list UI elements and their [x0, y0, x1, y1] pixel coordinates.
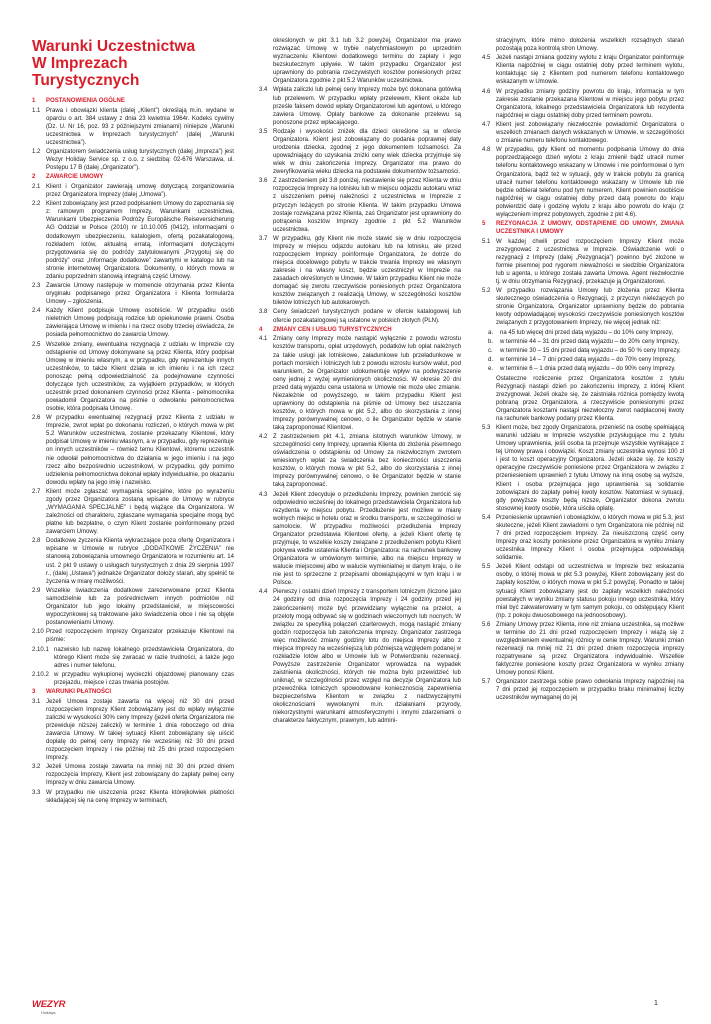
section-heading — [32, 97, 234, 105]
paragraph-number: 4.4 — [259, 589, 268, 596]
paragraph-text: w terminie 6 – 1 dnia przed datą wyjazdu – do 90% ceny Imprezy. — [500, 366, 676, 373]
paragraph — [32, 183, 234, 199]
terms-page — [32, 38, 684, 988]
column-3-content — [482, 37, 684, 703]
paragraph — [32, 341, 234, 413]
paragraph-number: 2.8 — [32, 538, 41, 545]
paragraph-number: e. — [488, 366, 494, 373]
paragraph — [259, 86, 461, 126]
paragraph-text: Jeżeli Umowa zostaje zawarta na więcej niż 30 dni przed rozpoczęciem Imprezy Klient zobowiązany jest do wpłaty wyłącznie zaliczki w wysokości 30% ceny Imprezy (jeżeli oferta Organizatora nie przewiduje niższej zaliczki) w terminie 1 dnia roboczego od dnia zawarcia Umowy. W takiej sytuacji Klient zobowiązany się uiścić dopłatę do pełnej ceny Imprezy nie wcześniej niż 30 dni przed rozpoczęciem Imprezy i nie później niż 25 dni przed rozpoczęciem Imprezy. — [46, 698, 234, 762]
paragraph-number: 3.6 — [259, 178, 268, 185]
paragraph — [32, 148, 234, 172]
title-line-1: Warunki Uczestnictwa — [32, 38, 196, 55]
paragraph-text: Pierwszy i ostatni dzień Imprezy z transportem lotniczym (liczone jako 24 godziny od dnia rozpoczęcia Imprezy i 24 godziny przed jej zakończeniem) może być przewidziany wyłącznie na przelot, a przeloty mogą odbywać się w godzinach wieczornych lub nocnych. W związku ze specyfiką połączeń czarterowych, mogą nastąpić zmiany godzin rozpoczęcia lub zakończenia Imprezy. Organizator zastrzega więc możliwość zmiany godziny lotu do miejsca Imprezy albo z miejsca Imprezy na wcześniejszą lub późniejszą względem podanej w rozkładzie lotów albo w Umowie lub w Potwierdzeniu rezerwacji. Powyższe zastrzeżenie Organizator wprowadza na wypadek zaistnienia okoliczności, których nie można było przewidzieć lub uniknąć, w szczególności przez względ na decyzje Organizatora lub przewoźnika lotniczych spowodowane koniecznością zapewnienia bezpieczeństwa Klientom w związku z nadzwyczajnymi okolicznościami wywołanymi m.in. działaniami przyrody, niekorzystnymi warunkami atmosferycznymi i innymi zdarzeniami o charakterze faktycznym, prawnym, lub admini- — [273, 589, 461, 725]
paragraph-text: Organizator zastrzega sobie prawo odwołania Imprezy najpóźniej na 7 dni przed jej rozpoczęciem w przypadku braku minimalnej liczby uczestników wymaganej do jej — [496, 679, 684, 702]
paragraph-number: 4.3 — [259, 491, 268, 498]
paragraph-text: Przed rozpoczęciem Imprezy Organizator przekazuje Klientowi na piśmie: — [46, 629, 234, 644]
paragraph-text: Z zastrzeżeniem pkt 3.8 poniżej, niestawienie się przez Klienta w dniu rozpoczęcia Imprezy na lotnisku lub w miejscu odjazdu autokaru wraz z uiszczeniem pełnej należności z uczestnictwa w Imprezie z przyczyn leżących po stronie Klienta. W takim przypadku Umowa zostaje rozwiązana przez Klienta, zaś Organizator jest uprawniony do potrącenia kosztów Imprezy zgodnie z pkt 5.2 Warunków uczestnictwa. — [273, 178, 461, 233]
paragraph — [32, 789, 234, 805]
paragraph-text: w terminie 14 – 7 dni przed datą wyjazdu – do 70% ceny Imprezy, — [500, 357, 676, 364]
logo-text: WEZYR — [32, 999, 66, 1010]
paragraph — [482, 54, 684, 86]
paragraph-text: Klient może, bez zgody Organizatora, przenieść na osobę spełniającą warunki udziału w Imprezie wszystkie przysługujące mu z tytułu Umowy uprawnienia, jeśli osoba ta przejmuje wszystkie wynikające z tej Umowy prawa i obowiązki. Koszt zmiany uczestnika wynosi 100 zł i jest to koszt operacyjny Organizatora. Jeżeli okaże się, że koszty operacyjne rzeczywiście poniesione przez Organizatora w związku z przeniesieniem uprawnień z tytułu Umowy na inną osobę są wyższe, Klient i osoba przejmująca jego uprawnienia są solidarnie zobowiązani do zapłaty pełnej kwoty kosztów. Natomiast w sytuacji, gdy powyższe koszty będą niższe, Organizator dokona zwrotu stosownej kwoty osobie, która uiściła opłatę. — [496, 425, 684, 512]
list-item — [482, 365, 684, 373]
paragraph-text: W przypadku nie uiszczenia przez Klienta którejkolwiek płatności składającej się na cenę Imprezy w terminach, — [46, 789, 234, 804]
paragraph-number: 4.7 — [482, 122, 491, 129]
paragraph-text: określonych w pkt 3.1 lub 3.2 powyżej, Organizator ma prawo rozwiązać Umowę w trybie natychmiastowym po uprzednim wyznaczeniu Klientowi dodatkowego terminu do zapłaty i jego bezskutecznym upływie. W takim przypadku Organizator jest uprawniony do pobrania rzeczywistych kosztów poniesionych przez Organizatora zgodnie z pkt 5.2 Warunków uczestnictwa. — [273, 38, 461, 85]
section-heading — [32, 173, 234, 181]
paragraph-text: Z zastrzeżeniem pkt 4.1, zmiana istotnych warunków Umowy, w szczególności ceny Imprezy, uprawnia Klienta do złożenia pisemnego oświadczenia o odstąpieniu od Umowy za niezwłocznym zwrotem wniesionych wpłat za świadczenia bez konieczności uiszczenia kosztów, o których mowa w pkt 5.2, albo do skorzystania z innej Imprezy porównywalnej cenowo, o ile Organizator będzie w stanie taką zaproponować. — [273, 434, 461, 489]
heading-text: ZMIANY CEN I USŁUG TURYSTYCZNYCH — [273, 326, 392, 333]
paragraph-number — [482, 375, 496, 423]
paragraph — [482, 37, 684, 53]
column-2-content — [259, 37, 461, 725]
paragraph-number: 5 — [482, 220, 486, 227]
paragraph-number: 5.1 — [482, 238, 491, 245]
paragraph-text: Zmiany Umowy przez Klienta, inne niż zmiana uczestnika, są możliwe w terminie do 21 dni przed rozpoczęciem Imprezy i wiążą się z uwzględnieniem ewentualnej różnicy w cenie Imprezy. Warunki zmian rezerwacji na mniej niż 21 dni przed dniem rozpoczęcia imprezy rozpatrywane są przez Organizatora indywidualnie. Wszelkie faktycznie poniesione koszty przez Organizatora w wyniku zmiany Umowy ponosi Klient. — [496, 621, 684, 677]
paragraph-number: 1 — [32, 98, 36, 104]
paragraph-number: 2.10.1 — [32, 646, 49, 653]
paragraph-number: 3.4 — [259, 87, 268, 94]
paragraph-text: Jeżeli Umowa zostaje zawarta na mniej niż 30 dni przed dniem rozpoczęcia Imprezy, Klient jest zobowiązany do zapłaty pełnej ceny Imprezy w dniu zawarcia Umowy. — [46, 764, 234, 787]
paragraph-text: Ceny świadczeń turystycznych podane w ofercie katalogowej lub ofercie pozakatalogowej są ustalone w polskich złotych (PLN). — [273, 309, 461, 324]
paragraph-number: 5.6 — [482, 621, 491, 628]
paragraph-number: 4.5 — [482, 55, 491, 62]
column-3 — [482, 37, 684, 704]
paragraph-text: Klient może zgłaszać wymagania specjalne, które po wyrażeniu zgody przez Organizatora zostaną wpisane do Umowy w rubryce „WYMAGANIA SPECJALNE” i będą wiążące dla Organizatora. W zależności od charakteru, zgłaszane wymagania specjalne mogą być płatne lub bezpłatne, o czym Klient zostanie poinformowany przed zawarciem Umowy. — [46, 488, 234, 536]
paragraph-number: 3.3 — [32, 789, 41, 796]
paragraph-number: 2.6 — [32, 415, 41, 422]
paragraph-text: Wpłata zaliczki lub pełnej ceny Imprezy może być dokonana gotówką lub przelewem. W przypadku wpłaty przelewem, Klient okaże lub prześle faksem dowód wpłaty Organizatorowi lub agentowi, u którego zawiera Umowę. Opłaty bankowe za dokonanie przelewu są ponoszone przez wpłacającego. — [273, 87, 461, 126]
column-1-content — [32, 97, 234, 805]
paragraph-text: Ostateczne rozliczenie przez Organizatora kosztów z tytułu Rezygnacji nastąpi dzień po zakończeniu Imprezy, z której Klient zrezygnował. Jeżeli okaże się, że zaistniała różnica pomiędzy kwotą pobraną przez Organizatora, a rzeczywiście poniesionymi przez Organizatora kosztami nastąpi niezwłoczny zwrot nadpłaconej kwoty na rachunek bankowy podany przez Klienta. — [496, 375, 684, 422]
paragraph-number: 4.2 — [259, 434, 268, 441]
paragraph — [482, 424, 684, 513]
paragraph — [482, 621, 684, 677]
paragraph-number: 2.1 — [32, 184, 41, 191]
paragraph-text: W przypadku, gdy Klient nie może stawić się w dniu rozpoczęcia Imprezy w miejscu odjazdu autokaru lub na lotnisku, ale przed rozpoczęciem Imprezy poinformuje Organizatora, że dotrze do miejsca docelowego pobytu w trakcie trwania Imprezy we własnym zakresie i na własny koszt, będzie uczestniczył w Imprezie na zasadach określonych w Umowie. W takim przypadku Klient nie może domagać się zwrotu rzeczywiście poniesionych przez Organizatora kosztów związanych z realizacją Umowy, w szczególności kosztów biletów lotniczych lub autokarowych. — [273, 235, 461, 307]
paragraph-text: Wszelkie zmiany, ewentualna rezygnacja z udziału w Imprezie czy odstąpienie od Umowy dokonywane są przez Klienta, który podpisał Umowę w imieniu własnym, a w przypadku, gdy reprezentuje innych uczestników, to także Klient działa w ich imieniu i na ich rzecz ponosząc pełną odpowiedzialność za podejmowane czynności dotyczące tych uczestników, za wyjątkiem przypadków, w których uczestnik przed dokonaniem czynności przez Klienta - pełnomocnika powiadomił Organizatora na piśmie o odwołaniu pełnomocnictwa osobie, która podpisała Umowę. — [46, 341, 234, 413]
paragraph — [482, 678, 684, 702]
paragraph-text: Jeżeli nastąpi zmiana godziny wylotu z kraju Organizator poinformuje Klienta najpóźniej w ciągu ostatniej doby przed terminem wylotu, kontaktując się z Klientem pod numerem telefonu kontaktowego wskazanym w Umowie. — [496, 55, 684, 86]
column-1 — [32, 38, 234, 806]
paragraph-number: 2.4 — [32, 308, 41, 315]
section-heading — [259, 326, 461, 334]
paragraph — [259, 308, 461, 324]
paragraph-number: 5.2 — [482, 288, 491, 295]
paragraph-text: na 45 lub więcej dni przed datą wyjazdu – do 10% ceny Imprezy, — [500, 329, 673, 336]
paragraph — [32, 628, 234, 644]
paragraph — [259, 177, 461, 233]
paragraph-text: nazwisko lub nazwę lokalnego przedstawiciela Organizatora, do którego Klient może się zwracać w razie trudności, a także jego adres i numer telefonu, — [54, 646, 234, 669]
paragraph-number: 3 — [32, 689, 36, 696]
paragraph-number: 1.1 — [32, 107, 41, 114]
paragraph — [32, 307, 234, 339]
heading-text: REZYGNACJA Z UMOWY, ODSTĄPIENIE OD UMOWY, ZMIANA UCZESTNIKA I UMOWY — [496, 220, 684, 236]
paragraph — [482, 514, 684, 562]
paragraph-text: Dodatkowe życzenia Klienta wykraczające poza ofertę Organizatora i wpisane w Umowie w rubryce „DODATKOWE ŻYCZENIA” nie stanowią zobowiązania umownego Organizatora w rozumieniu art. 14 ust. 2 pkt 9 ustawy o usługach turystycznych z dnia 29 sierpnia 1997 r., (dalej „Ustawa”) jednakże Organizator dołoży starań, aby spełnić te życzenia w miarę możliwości. — [46, 538, 234, 585]
section-heading — [482, 220, 684, 236]
paragraph-number: c. — [488, 348, 493, 355]
wezyr-logo — [32, 994, 68, 1015]
paragraph-number: 4.6 — [482, 88, 491, 95]
paragraph-text: Jeżeli Klient zdecyduje o przedłużeniu Imprezy, powinien zwrócić się odpowiednio wcześniej do lokalnego przedstawiciela Organizatora lub rezydenta w miejscu pobytu. Przedłużenie jest możliwe w miarę wolnych miejsc w hotelu oraz w środku transportu, w szczególności w samolocie. W przypadku możliwości przedłużenia Imprezy Organizator przedstawia Klientowi ofertę, a jeżeli Klient ofertę tę przyjmuje, to wszelkie koszty związane z przedłużeniem pobytu Klient pokrywa wedle ustalenia Klienta i Organizatora: na rachunek bankowy Organizatora w umówionym terminie, albo na miejscu Imprezy w walucie miejscowej albo w walucie wymienialnej w danym kraju, o ile nie jest to sprzeczne z przepisami obowiązującymi w tym kraju i w Polsce. — [273, 491, 461, 587]
paragraph-number: a. — [488, 329, 494, 336]
paragraph-text: Każdy Klient podpisuje Umowę osobiście. W przypadku osób nieletnich Umowę podpisują rodzice lub opiekunowie prawni. Osoba zawierająca Umowę w imieniu i na rzecz osoby trzeciej oświadcza, że posiada pełnomocnictwo do zawarcia Umowy. — [46, 308, 234, 339]
paragraph-text: w terminie 30 – 15 dni przed datą wyjazdu – do 50 % ceny Imprezy, — [500, 348, 681, 355]
list-item — [482, 338, 684, 346]
paragraph-number: 5.3 — [482, 425, 491, 432]
paragraph-text: Klient jest zobowiązany niezwłocznie powiadomić Organizatora o wszelkich zmianach danych wskazanych w Umowie, w szczególności o zmianie numeru telefonu kontaktowego. — [496, 122, 684, 145]
paragraph — [482, 375, 684, 423]
paragraph-number: 2.10.2 — [32, 671, 49, 678]
paragraph-text: stracyjnym, które mimo dołożenia wszelkich rozsądnych starań pozostają poza kontrolą stron Umowy. — [496, 38, 684, 53]
paragraph-text: W przypadku, gdy Klient od momentu podpisania Umowy do dnia poprzedzającego dzień wylotu z kraju zmienił bądź utracił numer telefonu kontaktowego wskazany w Umowie i nie poinformował o tym Organizatora, bądź też w sytuacji, gdy w trakcie pobytu za granicą utracił numer telefonu kontaktowego wskazany w Umowie lub nie będzie odbierał telefonu pod tym numerem, Klient powinien osobiście najpóźniej w ciągu ostatniej doby przed datą powrotu do kraju potwierdzić datę i godzinę wylotu z kraju albo powrotu do kraju (z wyłączeniem imprez pobytowych, zgodnie z pkt 4.6). — [496, 147, 684, 218]
list-item — [482, 356, 684, 364]
paragraph — [32, 414, 234, 486]
paragraph-number: 1.2 — [32, 149, 41, 156]
heading-text: WARUNKI PŁATNOŚCI — [46, 689, 112, 696]
page-number: 1 — [654, 1000, 658, 1007]
paragraph — [32, 282, 234, 306]
paragraph — [32, 107, 234, 147]
paragraph-number: 4 — [259, 326, 263, 333]
paragraph — [32, 537, 234, 585]
paragraph-number: b. — [488, 338, 494, 345]
paragraph-text: W przypadku ewentualnej rezygnacji przez Klienta z udziału w Imprezie, zwrot wpłat po dokonaniu rozliczeń, o których mowa w pkt 5.2 Warunków uczestnictwa, zostanie przekazany Klientowi, który podpisał Umowę w imieniu własnym, a w przypadku, gdy reprezentuje on innych uczestników – również temu Klientowi, któremu uczestnik nie odwołał pełnomocnictwa do działania w jego imieniu i na jego rzecz albo bezpośrednio uczestnikowi, w przypadku, gdy pomimo udzielenia pełnomocnictwa dokonał wpłaty indywidualnie, po okazaniu dowodu wpłaty na jego imię i nazwisko. — [46, 415, 234, 486]
paragraph-number: 2.7 — [32, 488, 41, 495]
paragraph-number: 3.7 — [259, 235, 268, 242]
paragraph-number: 2.9 — [32, 587, 41, 594]
paragraph-text: w terminie 44 – 31 dni przed datą wyjazdu – do 20% ceny Imprezy, — [500, 338, 680, 345]
paragraph — [259, 433, 461, 489]
paragraph — [259, 491, 461, 588]
paragraph-text: Klient i Organizator zawierają umowę dotyczącą zorganizowania przez Organizatora Imprezy (dalej „Umowa”). — [46, 184, 234, 199]
paragraph-text: Zmiany ceny Imprezy może nastąpić wyłącznie z powodu wzrostu kosztów transportu, opłat urzędowych, podatków lub opłat należnych za takie usługi jak lotniskowe, załadunkowe lub przeładunkowe w portach morskich i lotniczych lub z powodu wzrostu kursów walut, pod warunkiem, że Organizator udokumentuje wpływ na podwyższenie ceny jednej z wyżej wymienionych okoliczności. W okresie 20 dni przed datą wyjazdu cena ustalona w Umowie nie może ulec zmianie. Niezależnie od powyższego, w takim przypadku Klient jest uprawniony do odstąpienia na piśmie od Umowy bez uiszczania kosztów, o których mowa w pkt 5.2, albo do skorzystania z innej Imprezy porównywalnej cenowo, o ile Organizator będzie w stanie taką zaproponować Klientowi. — [273, 336, 461, 431]
paragraph — [482, 563, 684, 619]
column-2 — [259, 37, 461, 726]
heading-text: ZAWARCIE UMOWY — [46, 174, 104, 181]
logo-subtext: Holidays — [41, 1011, 56, 1015]
paragraph — [259, 235, 461, 307]
paragraph-number: 2.2 — [32, 201, 41, 208]
paragraph-text: Przeniesienie uprawnień i obowiązków, o których mowa w pkt 5.3, jest skuteczne, jeżeli Klient zawiadomi o tym Organizatora nie później niż 7 dni przed rozpoczęciem Imprezy. Za nieuiszczoną część ceny Imprezy oraz koszty poniesione przez Organizatora w wyniku zmiany uczestnika Imprezy Klient i osoba przejmująca odpowiadają solidarnie. — [496, 514, 684, 562]
paragraph-text: w przypadku wykupionej wycieczki objazdowej planowany czas przejazdu, miejsce i czas trwania postojów. — [54, 671, 234, 686]
section-heading — [32, 688, 234, 696]
paragraph — [482, 238, 684, 286]
paragraph-number: 2.5 — [32, 341, 41, 348]
paragraph-text: Klient zobowiązany jest przed podpisaniem Umowy do zapoznania się z: ramowym programem Imprezy, Warunkami uczestnictwa, Warunkami Ubezpieczenia Podróży Europäische Reiseversicherung AG Oddział w Polsce (2010) nr 10.10.005 (0412), informacjami o dodatkowym ubezpieczeniu, katalogiem, ofertą pozakatalogową, rozkładem lotów, aktualną erratą, informacjami dotyczącymi przygotowania się do podróży zatytułowanymi „Przygotuj się do podróży” oraz „Informacje dodatkowe” zawartymi w katalogu lub na stronie internetowej Organizatora. Dokumenty, o których mowa w zdaniu poprzednim stanowią integralną część Umowy. — [46, 201, 234, 280]
paragraph-text: Organizatorem świadczenia usług turystycznych (dalej „Impreza”) jest Wezyr Holiday Service sp. z o.o. z siedzibą: 02-676 Warszawa, ul. Postępu 17 B (dalej „Organizator”). — [46, 149, 234, 172]
paragraph-number: 2.10 — [32, 629, 44, 636]
title-line-2: W Imprezach Turystycznych — [32, 55, 140, 89]
paragraph-number: 2.3 — [32, 282, 41, 289]
paragraph-number: 4.1 — [259, 336, 268, 343]
paragraph-text: W przypadku zmiany godziny powrotu do kraju, informacja w tym zakresie zostanie przekazana Klientowi w miejscu jego pobytu przez Organizatora, lokalnego przedstawiciela Organizatora lub rezydenta najpóźniej w ciągu ostatniej doby przed terminem powrotu. — [496, 88, 684, 119]
document-title — [32, 38, 232, 89]
paragraph — [32, 587, 234, 627]
paragraph-text: Prawa i obowiązki klienta (dalej „Klient”) określają m.in. wydane w oparciu o art. 384 ustawy z dnia 23 kwietnia 1964r. Kodeks cywilny (Dz. U. Nr 16, poz. 93 z późniejszymi zmianami) niniejsze „Warunki uczestnictwa w Imprezach turystycznych” (dalej „Warunki uczestnictwa”). — [46, 107, 234, 146]
list-item — [482, 347, 684, 355]
paragraph-number: 5.4 — [482, 514, 491, 521]
paragraph-text: W każdej chwili przed rozpoczęciem Imprezy Klient może zrezygnować z uczestnictwa w Imprezie. Oświadczenie woli o rezygnacji z Imprezy (dalej „Rezygnacja”) powinno być złożone w formie pisemnej pod rygorem nieważności w siedzibie Organizatora lub u agenta, u którego została zawarta Umowa. Agent niezwłocznie tj. w dniu otrzymania Rezygnacji, przekazuje ją Organizatorowi. — [496, 238, 684, 285]
paragraph — [32, 488, 234, 536]
paragraph-number: 3.1 — [32, 698, 41, 705]
paragraph-number: 4.8 — [482, 147, 491, 154]
list-item — [482, 329, 684, 337]
subparagraph — [32, 671, 234, 687]
paragraph-text: Jeżeli Klient odstąpi od uczestnictwa w Imprezie bez wskazania osoby, o której mowa w pkt 5.3 powyżej, Klient zobowiązany jest do zapłaty kosztów, o których mowa w pkt 5.2 powyżej. Ponadto w takiej sytuacji Klient zobowiązany jest do zapłaty wszelkich należności powstałych w wyniku zmiany statusu pokoju innego uczestnika, który miał być zakwaterowany w tym samym pokoju, co odstępujący Klient (np. z pokoju dwuosobowego na jednoosobowy). — [496, 564, 684, 619]
paragraph-number: 5.5 — [482, 564, 491, 571]
paragraph-number: 3.5 — [259, 128, 268, 135]
paragraph-text: W przypadku rozwiązania Umowy lub złożenia przez Klienta skutecznego oświadczenia o Rezygnacji, z przyczyn nieleżących po stronie Organizatora, Organizator uprawniony będzie do pobrania kwoty odpowiadającej wysokości rzeczywiście poniesionych kosztów związanych z przygotowaniem Imprezy, nie więcej jednak niż: — [496, 288, 684, 327]
paragraph — [32, 763, 234, 787]
paragraph-text: Zawarcie Umowy następuje w momencie otrzymania przez Klienta oryginału podpisanego przez Organizatora i Klienta formularza Umowy – zgłoszenia. — [46, 282, 234, 306]
paragraph-number — [482, 37, 496, 53]
paragraph-text: Wszelkie świadczenia dodatkowe zarezerwowane przez Klienta samodzielnie lub za pośrednictwem innych podmiotów niż Organizator lub jego lokalny przedstawiciel, w miejscowości wypoczynkowej są traktowane jako świadczenia obce i nie są objęte postanowieniami Umowy. — [46, 587, 234, 627]
paragraph-text: Rodzaje i wysokości zniżek dla dzieci określone są w ofercie Organizatora. Klient jest zobowiązany do podania poprawnej daty urodzenia dziecka, zgodnej z jego dokumentem tożsamości. Za upowaźniający do uzyskania zniżki ceny wiek dziecka przyjmuje się wiek w dniu zakończenia Imprezy. Organizator ma prawo do zweryfikowania wieku dziecka na podstawie dokumentów tożsamości. — [273, 128, 461, 176]
paragraph — [32, 698, 234, 762]
paragraph — [259, 128, 461, 176]
heading-text: POSTANOWIENIA OGÓLNE — [46, 98, 125, 104]
paragraph-number: 3.8 — [259, 309, 268, 316]
paragraph-number: 3.2 — [32, 764, 41, 771]
subparagraph — [32, 646, 234, 670]
paragraph — [482, 88, 684, 120]
paragraph — [259, 37, 461, 85]
paragraph-number: 5.7 — [482, 679, 491, 686]
paragraph — [482, 287, 684, 327]
paragraph — [482, 146, 684, 218]
paragraph-number: 2 — [32, 174, 36, 181]
paragraph-number: d. — [488, 357, 494, 364]
paragraph — [259, 335, 461, 432]
paragraph — [32, 200, 234, 280]
paragraph-number — [259, 37, 273, 85]
paragraph — [259, 588, 461, 725]
paragraph — [482, 121, 684, 145]
